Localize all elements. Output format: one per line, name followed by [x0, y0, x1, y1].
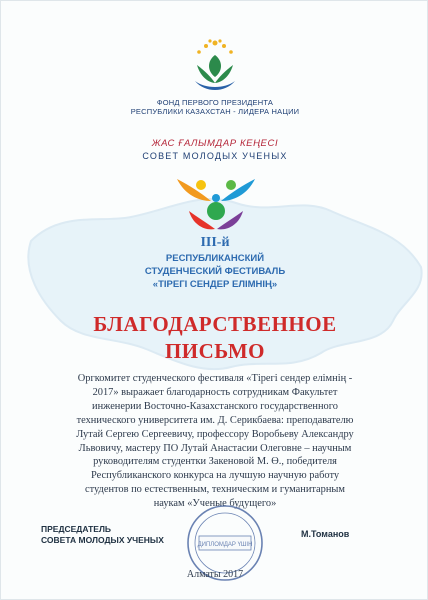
- body-line: Оргкомитет студенческого фестиваля «Тірегі сендер елімнің -: [77, 373, 353, 384]
- body-line: студентов по естественным, техническим и гуманитарным: [85, 484, 345, 496]
- document-title-line-1: БЛАГОДАРСТВЕННОЕ: [93, 312, 337, 336]
- body-line: Лутай Сергею Сергеевичу, профессору Воробьеву Александру: [76, 428, 354, 440]
- council-name-kazakh: ЖАС ҒАЛЫМДАР КЕҢЕСІ: [151, 138, 279, 149]
- body-line: наукам «Ученые будущего»: [153, 498, 277, 510]
- body-line: технического университета им. Д. Серикбаева: преподавателю: [76, 414, 354, 426]
- body-line: инженерии Восточно-Казахстанского государственного: [92, 400, 338, 412]
- fund-name-line-2: РЕСПУБЛИКИ КАЗАХСТАН - ЛИДЕРА НАЦИИ: [130, 107, 300, 116]
- festival-title-line-2: СТУДЕНЧЕСКИЙ ФЕСТИВАЛЬ: [144, 266, 286, 277]
- stamp-text: ДИПЛОМДАР ҮШІН: [197, 542, 253, 548]
- place-and-year: Алматы 2017: [186, 569, 244, 580]
- festival-logo-icon: [171, 165, 261, 235]
- document-title-line-2: ПИСЬМО: [164, 339, 266, 363]
- council-name-russian: СОВЕТ МОЛОДЫХ УЧЕНЫХ: [142, 151, 288, 161]
- body-line: руководителям студентки Закеновой М. Ө., победителя: [93, 456, 337, 468]
- signatory-title-line-1: ПРЕДСЕДАТЕЛЬ: [41, 524, 112, 534]
- festival-number: III-й: [200, 235, 230, 250]
- signatory-title: [41, 524, 164, 546]
- body-line: 2017» выражает благодарность сотрудникам Факультет: [92, 386, 338, 398]
- signatory-title-line-2: СОВЕТА МОЛОДЫХ УЧЕНЫХ: [41, 535, 164, 545]
- fund-name-line-1: ФОНД ПЕРВОГО ПРЕЗИДЕНТА: [156, 98, 274, 107]
- festival-title-line-3: «ТІРЕГІ СЕНДЕР ЕЛІМНІҢ»: [152, 279, 278, 290]
- letter-body: [35, 372, 395, 511]
- festival-title-line-1: РЕСПУБЛИКАНСКИЙ: [165, 253, 265, 264]
- body-line: Львовичу, мастеру ПО Лутай Анастасии Олеговне – научным: [78, 442, 352, 454]
- body-line: Республиканского конкурса на лучшую научную работу: [90, 470, 340, 482]
- signatory-name: М.Томанов: [301, 529, 350, 539]
- fund-logo-icon: [189, 37, 241, 95]
